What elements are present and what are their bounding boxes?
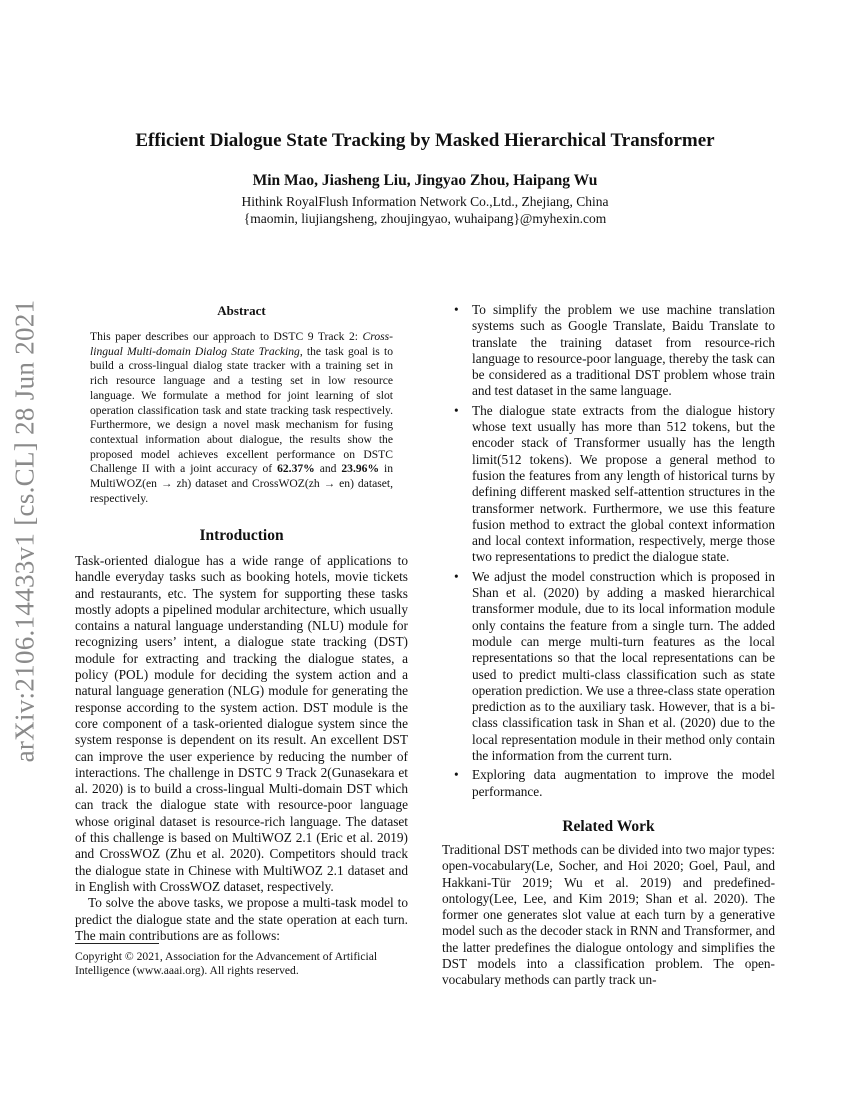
related-work-paragraph-1: Traditional DST methods can be divided into two major types: open-vocabulary(Le, Socher, and Hoi 2020; Goel, Paul, and Hakkani-Tür 2019; Wu et al. 2019) and predefined-ontology(Lee, Lee, and Kim 2019; Shan et al. 2020). The former one generates slot value at each turn by a generative model such as the decoder stack in RNN and Transformer, and the latter predefines the dialogue ontology and simplifies the DST models into a classification problem. The open-vocabulary methods can partly track un-	[442, 842, 775, 988]
footnote-rule	[75, 943, 159, 944]
copyright-footnote: Copyright © 2021, Association for the Advancement of Artificial Intelligence (www.aaai.org). All rights reserved.	[75, 950, 378, 977]
bullet-icon: •	[454, 568, 459, 584]
contribution-item	[442, 302, 775, 400]
paper-title: Efficient Dialogue State Tracking by Masked Hierarchical Transformer	[135, 130, 715, 151]
arxiv-id-text: arXiv:2106.14433v1 [cs.CL] 28 Jun 2021	[9, 299, 40, 763]
contribution-text: To simplify the problem we use machine translation systems such as Google Translate, Baidu Translate to translate the training dataset from resource-rich language to resource-poor language, thereby the task can be considered as a traditional DST problem whose train and test dataset in the same language.	[472, 302, 775, 399]
abstract-accuracy-1: 62.37%	[277, 462, 315, 476]
contribution-text: Exploring data augmentation to improve the model performance.	[472, 767, 775, 799]
contribution-text: The dialogue state extracts from the dialogue history whose text usually has more than 512 tokens, but the encoder stack of Transformer usually has the length limit(512 tokens). We propose a general method to fusion the features from any length of historical turns by defining different masked self-attention structures in the transformer network. Furthermore, we use this feature fusion method to extract the global context information and local context information, respectively, merge those two representations to predict the dialogue state.	[472, 402, 775, 565]
abstract-text-3: and	[314, 462, 342, 476]
contribution-item	[442, 767, 775, 800]
introduction-paragraph-2: To solve the above tasks, we propose a multi-task model to predict the dialogue state and the state operation at each turn. The main contributions are as follows:	[75, 895, 408, 943]
author-emails: {maomin, liujiangsheng, zhoujingyao, wuhaipang}@myhexin.com	[243, 211, 607, 226]
abstract-text-1: This paper describes our approach to DSTC 9 Track 2:	[90, 330, 363, 343]
bullet-icon: •	[454, 302, 459, 317]
abstract-text-4: in MultiWOZ(en → zh) dataset and CrossWOZ(zh → en) dataset, respectively.	[90, 462, 393, 505]
contribution-item	[442, 403, 775, 566]
abstract-text-2: , the task goal is to build a cross-lingual dialog state tracker with a training set in rich resource language and a testing set in low resource language. We formulate a method for joint learning of slot operation classification task and state tracking task respectively. Furthermore, we design a novel mask mechanism for fusing contextual information about dialogue, the results show the proposed model achieves excellent performance on DSTC Challenge II with a joint accuracy of	[90, 344, 393, 476]
abstract-heading: Abstract	[217, 303, 266, 318]
introduction-paragraph-1: Task-oriented dialogue has a wide range of applications to handle everyday tasks such as booking hotels, movie tickets and restaurants, etc. The system for supporting these tasks mostly adopts a pipelined modular architecture, which usually contains a natural language understanding (NLU) module for recognizing users’ intent, a dialogue state tracking (DST) module for extracting and tracking the dialogue states, a policy (POL) module for deciding the system action and a natural language generation (NLG) module for generating the response according to the system action. DST module is the core component of a task-oriented dialogue system since the system response is dependent on its result. An excellent DST can improve the user experience by reducing the number of interactions. The challenge in DSTC 9 Track 2(Gunasekara et al. 2020) is to build a cross-lingual Multi-domain DST which can track the dialogue state with resource-poor language whose original dataset is resource-rich language. The dataset of this challenge is based on MultiWOZ 2.1 (Eric et al. 2019) and CrossWOZ (Zhu et al. 2020). Competitors should track the dialogue state in Chinese with MultiWOZ 2.1 dataset and in English with CrossWOZ dataset, respectively.	[75, 553, 408, 894]
introduction-heading: Introduction	[199, 527, 284, 544]
abstract-track-name: Cross-lingual Multi-domain Dialog State Tracking	[90, 330, 393, 358]
author-affiliation: Hithink RoyalFlush Information Network Co.,Ltd., Zhejiang, China	[241, 194, 609, 209]
related-work-heading: Related Work	[562, 818, 655, 835]
related-work-body	[442, 842, 775, 989]
abstract-body	[90, 330, 393, 506]
contribution-text: We adjust the model construction which is proposed in Shan et al. (2020) by adding a masked hierarchical transformer module, due to its local information module only contains the feature from a single turn. The added module can merge multi-turn features as the local representations so that the local representations can be used to predict multi-class classification such as state operation prediction. We use a three-class state operation prediction as to the auxiliary task. However, that is a bi-class classification task in Shan et al. (2020) due to the local representation module in their method only contain the information from the current turn.	[472, 568, 775, 764]
bullet-icon: •	[454, 402, 459, 418]
introduction-body	[75, 553, 408, 944]
abstract-accuracy-2: 23.96%	[341, 462, 380, 476]
arxiv-sidebar-id	[5, 296, 45, 766]
contribution-item	[442, 569, 775, 765]
bullet-icon: •	[454, 767, 459, 783]
paper-authors: Min Mao, Jiasheng Liu, Jingyao Zhou, Haipang Wu	[252, 172, 598, 189]
contributions-list	[442, 302, 775, 803]
